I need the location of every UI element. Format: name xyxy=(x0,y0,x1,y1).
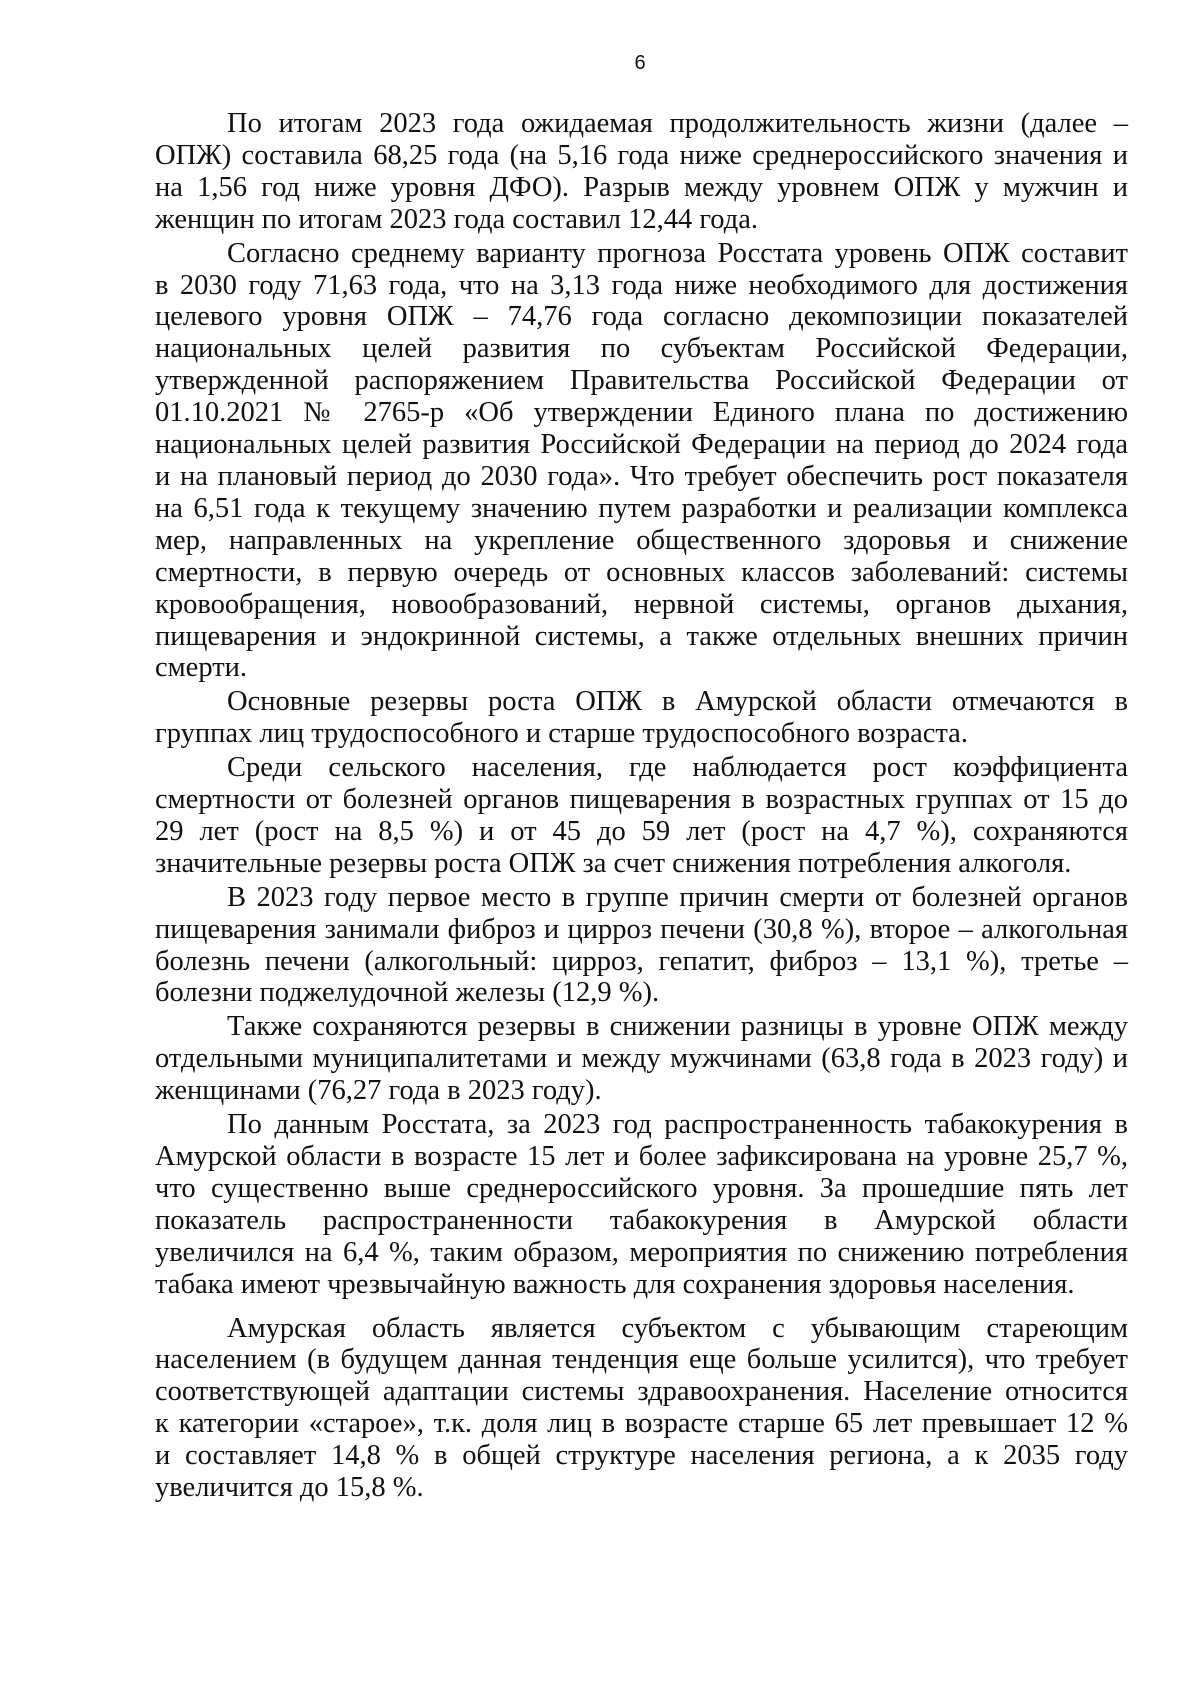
text-line: что существенно выше среднероссийского уровня. За прошедшие пять лет xyxy=(155,1172,1128,1204)
text-line: По данным Росстата, за 2023 год распространенность табакокурения в xyxy=(227,1109,1128,1141)
document-body xyxy=(155,108,1128,1504)
text-line: на 1,56 год ниже уровня ДФО). Разрыв между уровнем ОПЖ у мужчин и xyxy=(155,171,1128,203)
text-line: ОПЖ) составила 68,25 года (на 5,16 года ниже среднероссийского значения и xyxy=(155,139,1128,171)
text-line: Основные резервы роста ОПЖ в Амурской области отмечаются в xyxy=(227,686,1128,718)
text-line: женщинами (76,27 года в 2023 году). xyxy=(155,1075,602,1107)
page-number: 6 xyxy=(634,52,646,74)
text-line: болезни поджелудочной железы (12,9 %). xyxy=(155,977,660,1009)
paragraph-4 xyxy=(155,752,1128,880)
paragraph-3 xyxy=(155,686,1128,750)
paragraph-5 xyxy=(155,882,1128,1010)
text-line: табака имеют чрезвычайную важность для сохранения здоровья населения. xyxy=(155,1268,1075,1300)
paragraph-7 xyxy=(155,1109,1128,1300)
text-line: смерти. xyxy=(155,652,248,684)
text-line: целевого уровня ОПЖ – 74,76 года согласно декомпозиции показателей xyxy=(155,301,1128,333)
text-line: Амурская область является субъектом с убывающим стареющим xyxy=(227,1312,1128,1344)
text-line: Также сохраняются резервы в снижении разницы в уровне ОПЖ между xyxy=(227,1011,1128,1043)
text-line: 01.10.2021 № 2765-р «Об утверждении Единого плана по достижению xyxy=(155,397,1128,429)
text-line: смертности от болезней органов пищеварения в возрастных группах от 15 до xyxy=(155,784,1128,816)
paragraph-1 xyxy=(155,108,1128,236)
text-line: утвержденной распоряжением Правительства Российской Федерации от xyxy=(155,365,1128,397)
text-line: группах лиц трудоспособного и старше трудоспособного возраста. xyxy=(155,718,968,750)
text-line: населением (в будущем данная тенденция еще больше усилится), что требует xyxy=(155,1344,1128,1376)
text-line: на 6,51 года к текущему значению путем разработки и реализации комплекса xyxy=(155,492,1128,524)
text-line: национальных целей развития по субъектам Российской Федерации, xyxy=(155,333,1128,365)
text-line: 29 лет (рост на 8,5 %) и от 45 до 59 лет (рост на 4,7 %), сохраняются xyxy=(155,815,1128,847)
text-line: к категории «старое», т.к. доля лиц в возрасте старше 65 лет превышает 12 % xyxy=(155,1408,1128,1440)
text-line: национальных целей развития Российской Федерации на период до 2024 года xyxy=(155,429,1128,461)
text-line: показатель распространенности табакокурения в Амурской области xyxy=(155,1204,1128,1236)
text-line: кровообращения, новообразований, нервной системы, органов дыхания, xyxy=(155,588,1128,620)
text-line: в 2030 году 71,63 года, что на 3,13 года ниже необходимого для достижения xyxy=(155,269,1128,301)
text-line: Согласно среднему варианту прогноза Росстата уровень ОПЖ составит xyxy=(227,237,1128,269)
text-line: Амурской области в возрасте 15 лет и более зафиксирована на уровне 25,7 %, xyxy=(155,1141,1128,1172)
text-line: значительные резервы роста ОПЖ за счет снижения потребления алкоголя. xyxy=(155,847,1072,879)
text-line: соответствующей адаптации системы здравоохранения. Население относится xyxy=(155,1376,1128,1408)
text-line: болезнь печени (алкогольный: цирроз, гепатит, фиброз – 13,1 %), третье – xyxy=(155,945,1128,977)
text-line: женщин по итогам 2023 года составил 12,44 года. xyxy=(155,203,759,235)
text-line: смертности, в первую очередь от основных классов заболеваний: системы xyxy=(155,556,1128,588)
text-line: пищеварения занимали фиброз и цирроз печени (30,8 %), второе – алкогольная xyxy=(155,913,1128,945)
paragraph-8 xyxy=(155,1313,1128,1504)
text-line: и на плановый период до 2030 года». Что требует обеспечить рост показателя xyxy=(155,460,1128,492)
text-line: и составляет 14,8 % в общей структуре населения региона, а к 2035 году xyxy=(155,1440,1128,1472)
paragraph-6 xyxy=(155,1011,1128,1107)
text-line: В 2023 году первое место в группе причин смерти от болезней органов xyxy=(227,881,1128,913)
text-line: Среди сельского населения, где наблюдается рост коэффициента xyxy=(227,752,1128,784)
paragraph-2 xyxy=(155,238,1128,685)
text-line: увеличился на 6,4 %, таким образом, мероприятия по снижению потребления xyxy=(155,1236,1128,1268)
text-line: По итогам 2023 года ожидаемая продолжительность жизни (далее – xyxy=(227,108,1128,139)
text-line: мер, направленных на укрепление общественного здоровья и снижение xyxy=(155,524,1128,556)
text-line: отдельными муниципалитетами и между мужчинами (63,8 года в 2023 году) и xyxy=(155,1043,1128,1075)
text-line: пищеварения и эндокринной системы, а также отдельных внешних причин xyxy=(155,620,1128,652)
text-line: увеличится до 15,8 %. xyxy=(155,1472,424,1504)
